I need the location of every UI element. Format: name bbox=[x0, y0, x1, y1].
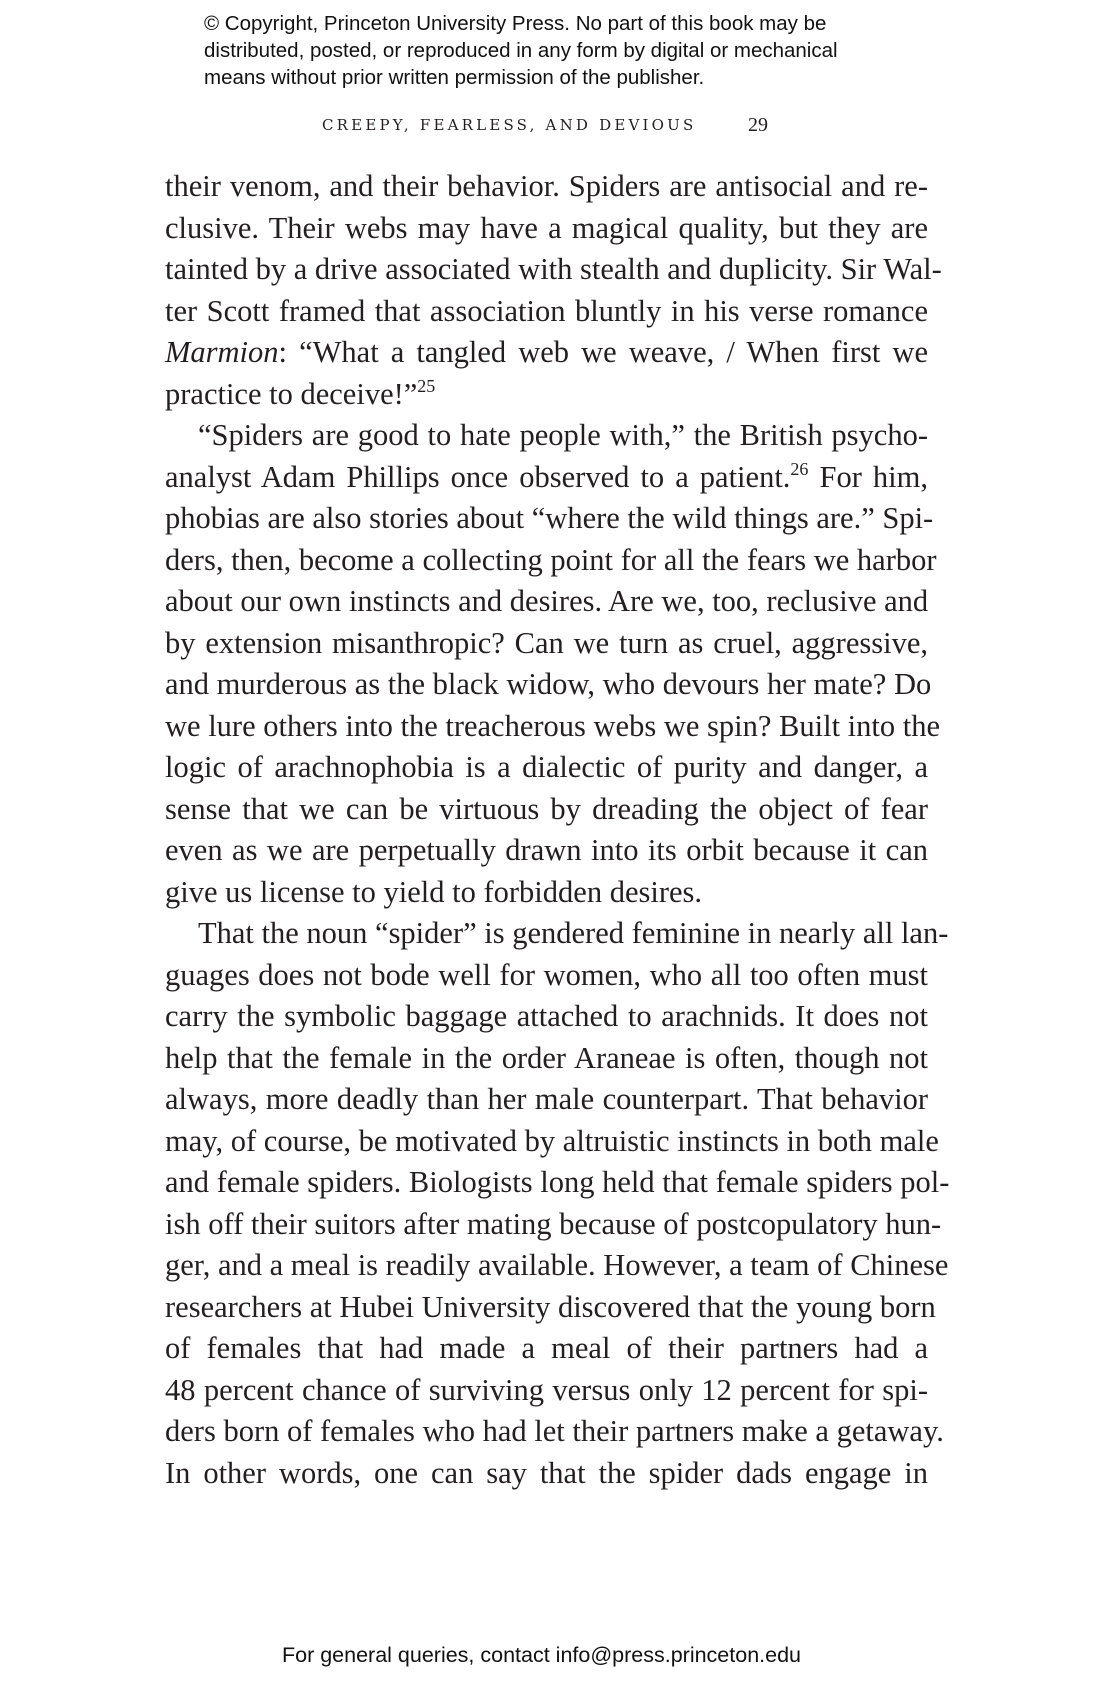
copyright-line: distributed, posted, or reproduced in any form by digital or mechanical bbox=[204, 39, 838, 62]
text-line bbox=[165, 374, 928, 416]
text-line: ter Scott framed that association bluntly in his verse romance bbox=[165, 293, 928, 328]
text-fragment: analyst Adam Phillips once observed to a patient. bbox=[165, 459, 791, 494]
text-line: their venom, and their behavior. Spiders are antisocial and re- bbox=[165, 169, 928, 203]
text-line: carry the symbolic baggage attached to arachnids. It does not bbox=[165, 999, 928, 1033]
text-line: may, of course, be motivated by altruistic instincts in both male bbox=[165, 1123, 939, 1158]
text-line: logic of arachnophobia is a dialectic of purity and danger, a bbox=[165, 750, 928, 784]
text-line: of females that had made a meal of their partners had a bbox=[165, 1331, 928, 1365]
footnote-ref: 26 bbox=[790, 458, 809, 479]
copyright-notice bbox=[204, 10, 924, 91]
text-line: In other words, one can say that the spider dads engage in bbox=[165, 1455, 928, 1490]
text-line: tainted by a drive associated with stealth and duplicity. Sir Wal- bbox=[165, 252, 942, 286]
text-line: ger, and a meal is readily available. However, a team of Chinese bbox=[165, 1248, 949, 1282]
text-line: always, more deadly than her male counterpart. That behavior bbox=[165, 1082, 928, 1116]
text-line: sense that we can be virtuous by dreading the object of fear bbox=[165, 791, 928, 826]
text-line bbox=[165, 457, 928, 499]
text-line: give us license to yield to forbidden desires. bbox=[165, 874, 703, 909]
text-line: by extension misanthropic? Can we turn as cruel, aggressive, bbox=[165, 625, 928, 660]
text-line: about our own instincts and desires. Are we, too, reclusive and bbox=[165, 584, 929, 618]
text-line: ders born of females who had let their partners make a getaway. bbox=[165, 1414, 944, 1448]
text-line: phobias are also stories about “where the wild things are.” Spi- bbox=[165, 501, 934, 535]
text-line: help that the female in the order Araneae is often, though not bbox=[165, 1040, 928, 1075]
text-line: we lure others into the treacherous webs we spin? Built into the bbox=[165, 708, 941, 743]
text-line: That the noun “spider” is gendered feminine in nearly all lan- bbox=[198, 916, 949, 950]
text-fragment: For him, bbox=[808, 459, 928, 494]
text-line: 48 percent chance of surviving versus only 12 percent for spi- bbox=[165, 1372, 928, 1407]
text-line: ish off their suitors after mating because of postcopulatory hun- bbox=[165, 1206, 942, 1241]
copyright-line: © Copyright, Princeton University Press. No part of this book may be bbox=[204, 12, 827, 35]
text-line: and murderous as the black widow, who devours her mate? Do bbox=[165, 667, 932, 701]
text-line bbox=[165, 332, 928, 374]
text-line: “Spiders are good to hate people with,” the British psycho- bbox=[198, 418, 928, 452]
text-line: guages does not bode well for women, who all too often must bbox=[165, 957, 928, 992]
footer-contact: For general queries, contact info@press.princeton.edu bbox=[282, 1643, 802, 1667]
italic-title-marmion: Marmion bbox=[165, 335, 279, 369]
footnote-ref: 25 bbox=[417, 375, 436, 396]
text-line: ders, then, become a collecting point for all the fears we harbor bbox=[165, 542, 937, 577]
text-line: researchers at Hubei University discovered that the young born bbox=[165, 1289, 936, 1324]
text-line: clusive. Their webs may have a magical quality, but they are bbox=[165, 210, 928, 245]
page-number: 29 bbox=[748, 114, 768, 136]
running-head-title: CREEPY, FEARLESS, AND DEVIOUS bbox=[322, 116, 697, 134]
text-line: even as we are perpetually drawn into its orbit because it can bbox=[165, 833, 928, 867]
text-fragment: : “What a tangled web we weave, / When first we bbox=[278, 335, 928, 369]
copyright-line: means without prior written permission of the publisher. bbox=[204, 66, 705, 89]
text-fragment: practice to deceive!” bbox=[165, 376, 418, 411]
text-line: and female spiders. Biologists long held that female spiders pol- bbox=[165, 1165, 950, 1199]
body-text bbox=[165, 166, 950, 1494]
